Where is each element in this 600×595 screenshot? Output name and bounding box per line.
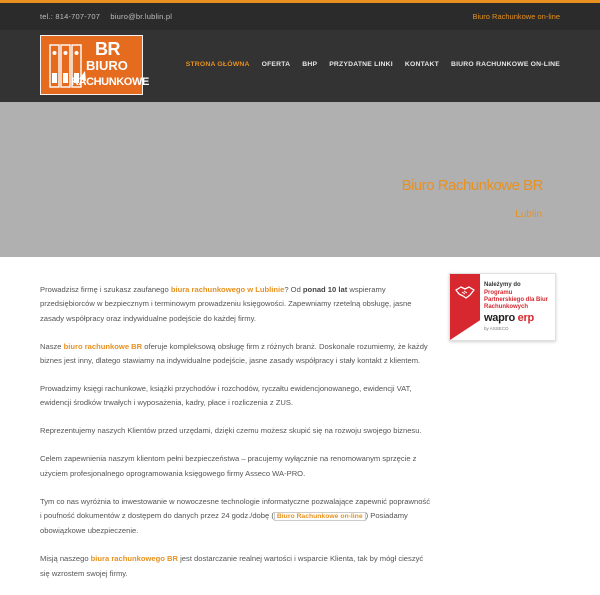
top-bar xyxy=(0,0,600,30)
link-online-office[interactable]: Biuro Rachunkowe on-line xyxy=(274,512,366,521)
site-header xyxy=(0,30,600,102)
hero-title: Biuro Rachunkowe BR xyxy=(401,177,543,194)
text-span: ? Od xyxy=(284,285,303,294)
site-logo[interactable] xyxy=(40,35,149,95)
nav-item-contact[interactable]: KONTAKT xyxy=(404,61,439,68)
email-link[interactable]: biuro@br.lublin.pl xyxy=(110,12,173,21)
link-biuro-lublin[interactable]: biura rachunkowego w Lublinie xyxy=(170,285,285,294)
badge-line1: Należymy do xyxy=(484,282,521,288)
nav-item-home[interactable]: STRONA GŁÓWNA xyxy=(185,61,250,68)
nav-item-online[interactable]: BIURO RACHUNKOWE ON-LINE xyxy=(450,61,560,68)
text-span: Tym co nas wyróżnia to inwestowanie w nowoczesne technologie informatyczne pozwalające zapewnić poprawność i poufność dokumentów z dostępem do danych przez 24 godz./dobę ( xyxy=(40,496,431,520)
bold-years: ponad 10 lat xyxy=(302,285,348,294)
paragraph-technology xyxy=(40,495,430,539)
contact-info xyxy=(40,12,180,21)
paragraph-representation: Reprezentujemy naszych Klientów przed urzędami, dzięki czemu możesz skupić się na rozwoju swojego biznesu. xyxy=(40,426,422,436)
text-span: oferuje kompleksową obsługę firm z różnych branż. Doskonale rozumiemy, że każdy biznes jest inny, dlatego stawiamy na indywidualne podejście, jasne zasady współpracy i stały kontakt z klientem. xyxy=(40,341,428,366)
main-nav xyxy=(186,61,560,68)
asseco-label: by ASSECO xyxy=(484,326,509,331)
phone-number: tel.: 814-707-707 xyxy=(40,12,101,21)
text-span: ) Posiadamy obowiązkowe ubezpieczenie. xyxy=(40,510,408,536)
text-span: Nasze xyxy=(40,341,64,351)
handshake-icon xyxy=(455,284,475,300)
logo-text-br: BR xyxy=(95,39,120,59)
paragraph-services: Prowadzimy księgi rachunkowe, książki przychodów i rozchodów, ryczałtu ewidencjonowanego, ewidencji VAT, ewidencji środków trwałych i wyposażenia, kadry, płace i rozliczenia z ZUS. xyxy=(40,384,412,408)
text-span: wspieramy przedsiębiorców w bezpiecznym i terminowym prowadzeniu księgowości. Zapewniamy rzetelną obsługę, jasne zasady współpracy oraz indywidualne podejście do każdej firmy. xyxy=(40,285,412,323)
nav-item-oferta[interactable]: OFERTA xyxy=(261,61,291,68)
text-span: Prowadzisz firmę i szukasz zaufanego xyxy=(40,285,171,294)
hero-subtitle: Lublin xyxy=(515,209,542,220)
link-biuro-br-mission[interactable]: biura rachunkowego BR xyxy=(90,554,178,564)
nav-item-links[interactable]: PRZYDATNE LINKI xyxy=(329,61,393,68)
logo-text-biuro: BIURO xyxy=(86,58,128,73)
paragraph-mission xyxy=(40,552,430,581)
erp-text: erp xyxy=(517,312,534,324)
text-span: Misją naszego xyxy=(40,554,91,564)
wapro-text: wapro xyxy=(484,312,518,324)
hero-banner xyxy=(0,102,600,257)
partner-badge[interactable] xyxy=(449,273,556,341)
nav-item-bhp[interactable]: BHP xyxy=(302,61,318,68)
main-content xyxy=(40,283,430,595)
wapro-logo xyxy=(484,312,534,324)
online-office-link[interactable]: Biuro Rachunkowe on-line xyxy=(472,12,560,21)
text-span: jest dostarczanie realnej wartości i wsparcie Klienta, tak by mógł cieszyć się wzrostem swojej firmy. xyxy=(40,554,424,578)
badge-line2: Programu Partnerskiego dla Biur Rachunkowych xyxy=(484,290,549,310)
paragraph-offer xyxy=(40,340,430,369)
link-biuro-br[interactable]: biuro rachunkowe BR xyxy=(63,341,143,351)
paragraph-intro xyxy=(40,283,430,326)
logo-text-rachunkowe: RACHUNKOWE xyxy=(71,76,149,88)
paragraph-security: Celem zapewnienia naszym klientom pełni bezpieczeństwa – pracujemy wyłącznie na renomowanym sprzęcie z użyciem profesjonalnego oprogramowania księgowego firmy Asseco WA-PRO. xyxy=(40,454,417,478)
